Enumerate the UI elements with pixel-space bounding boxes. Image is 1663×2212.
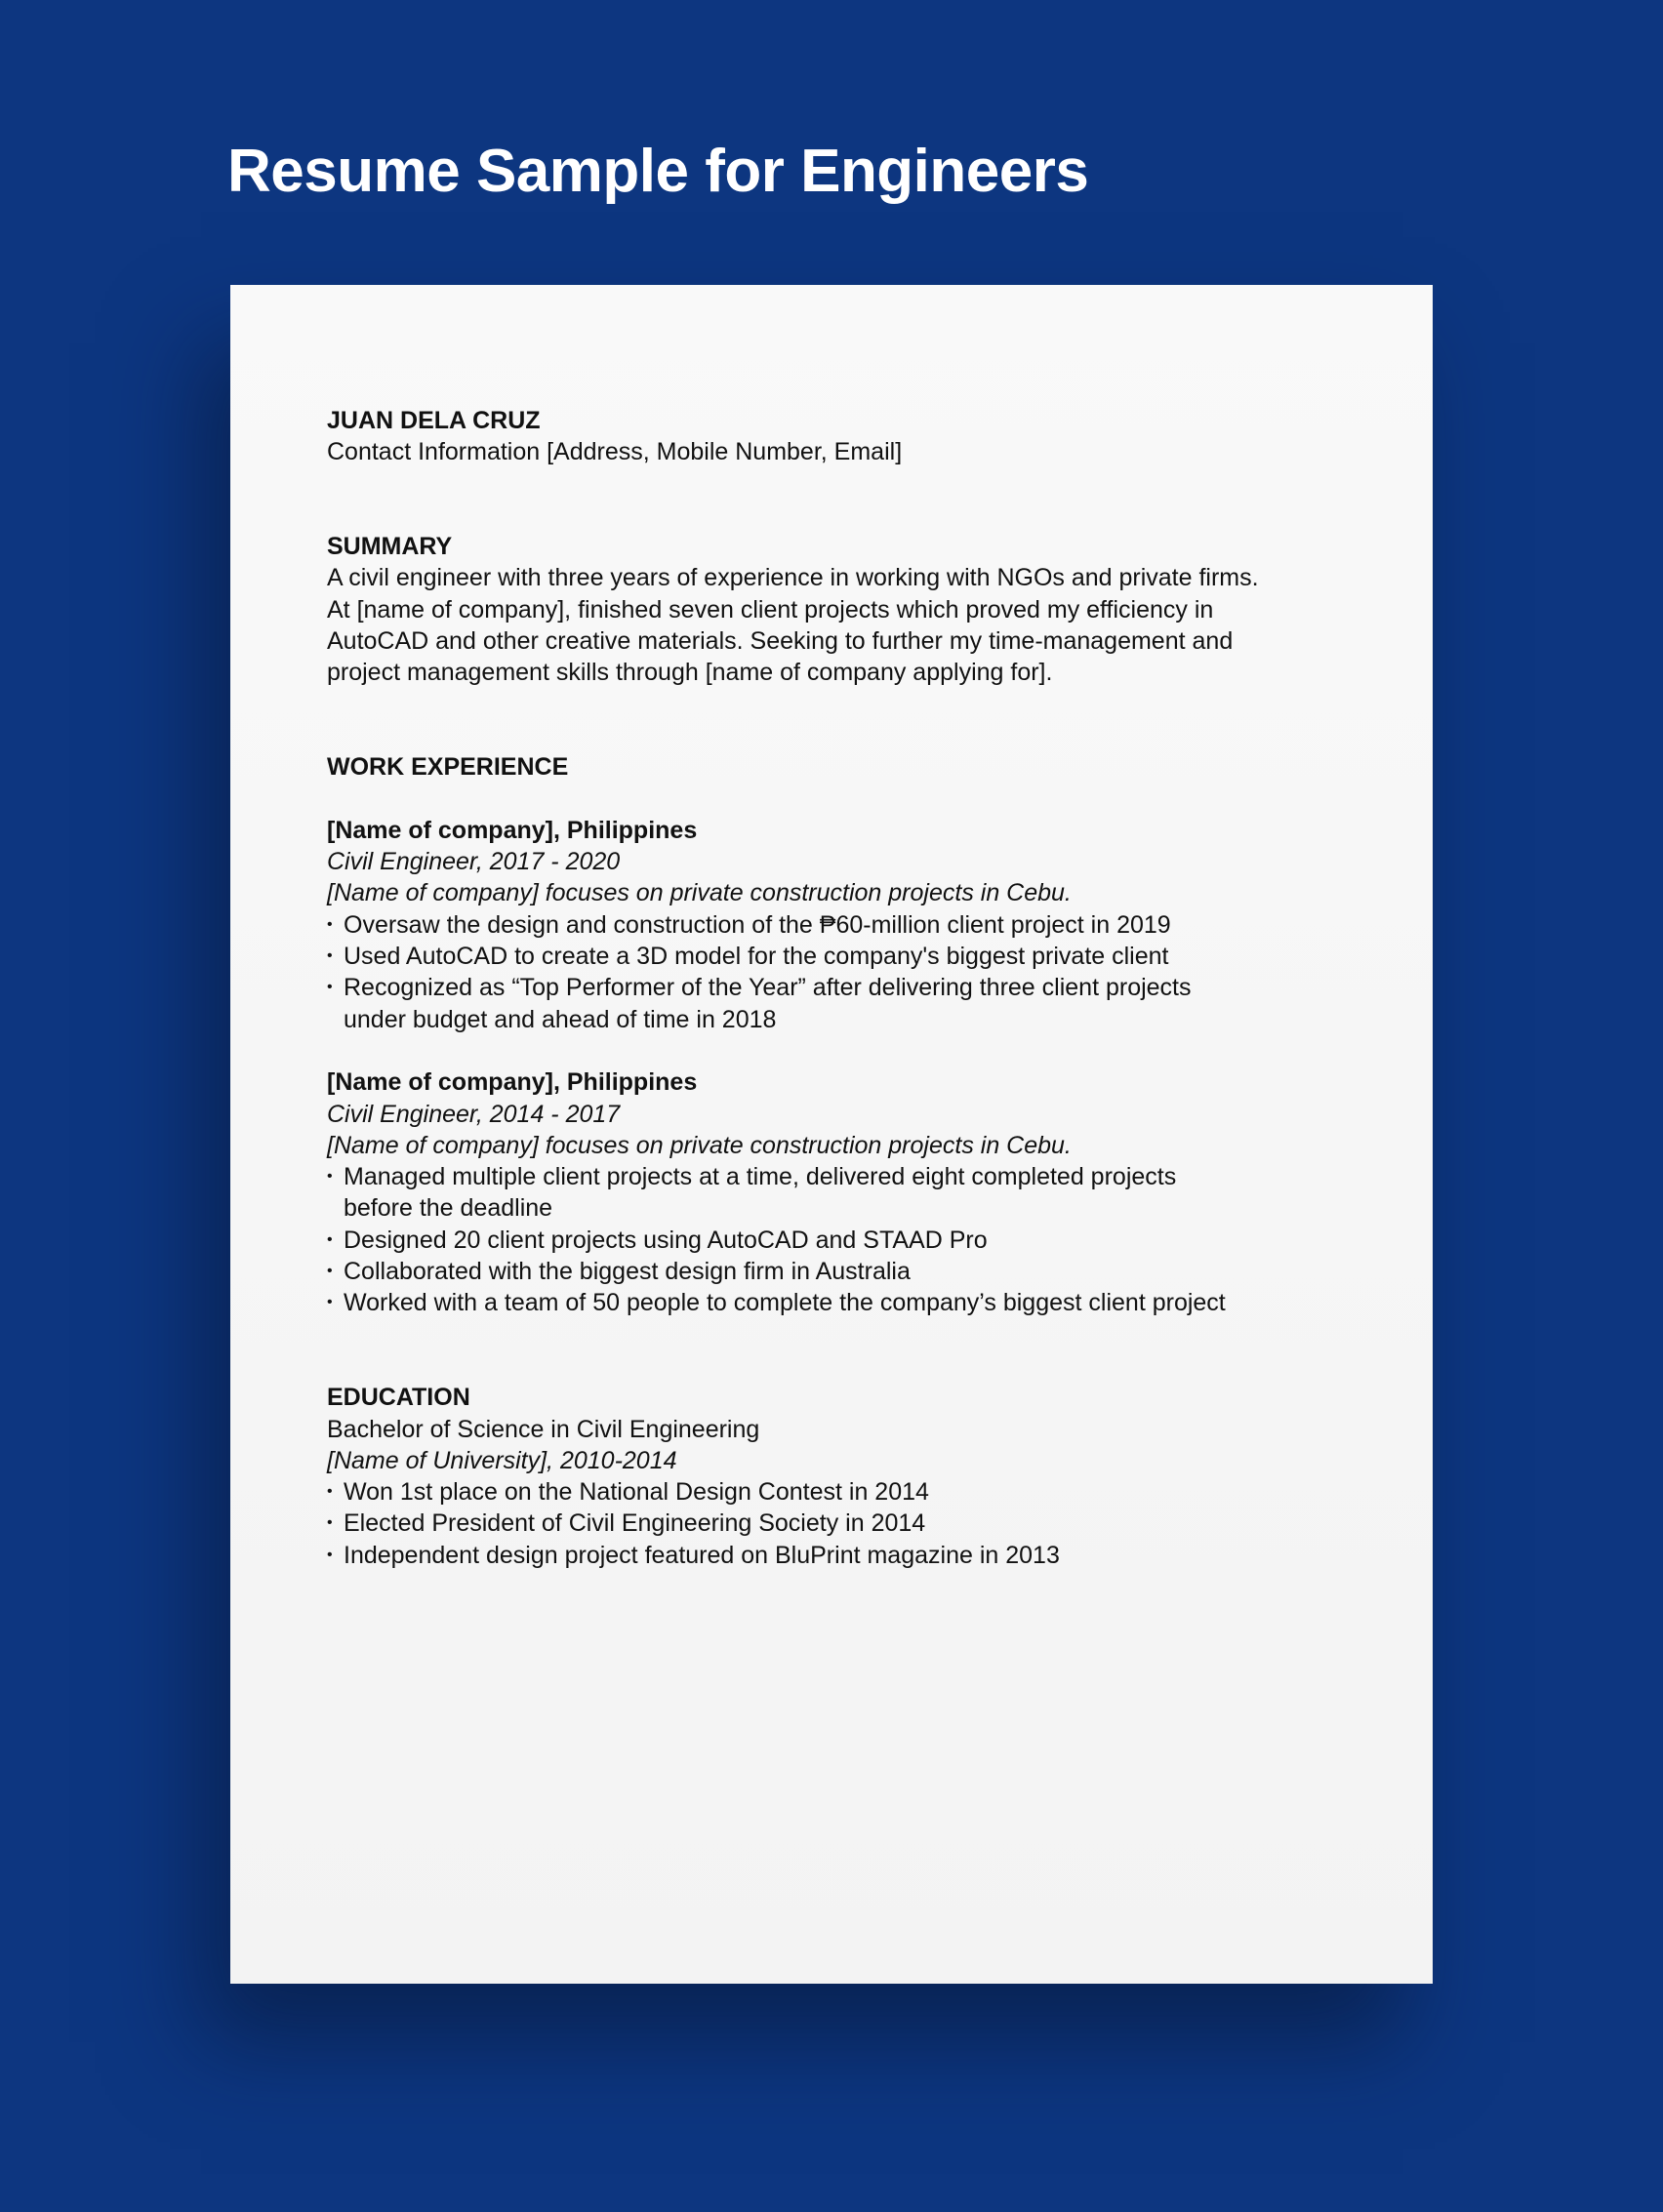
job-entry — [327, 1066, 1259, 1318]
summary-line: At [name of company], finished seven client projects which proved my efficiency in — [327, 595, 1214, 623]
job-bullet-continuation: before the deadline — [344, 1194, 553, 1223]
education-bullet: • Won 1st place on the National Design Contest in 2014 — [327, 1476, 1259, 1508]
education-bullet: • Independent design project featured on BluPrint magazine in 2013 — [327, 1540, 1259, 1571]
job-description: [Name of company] focuses on private construction projects in Cebu. — [327, 1131, 1072, 1159]
work-experience-heading: WORK EXPERIENCE — [327, 753, 569, 782]
resume-document — [230, 285, 1433, 1984]
job-bullet: • Worked with a team of 50 people to complete the company’s biggest client project — [327, 1287, 1259, 1318]
job-bullet: • Oversaw the design and construction of the ₱60-million client project in 2019 — [327, 909, 1259, 941]
education-degree: Bachelor of Science in Civil Engineering — [327, 1415, 760, 1443]
contact-info: Contact Information [Address, Mobile Number, Email] — [327, 438, 903, 466]
summary-line: A civil engineer with three years of experience in working with NGOs and private firms. — [327, 564, 1259, 592]
job-bullet: • Designed 20 client projects using AutoCAD and STAAD Pro — [327, 1225, 1259, 1256]
summary-line: AutoCAD and other creative materials. Seeking to further my time-management and — [327, 627, 1234, 656]
job-bullet: • Collaborated with the biggest design firm in Australia — [327, 1256, 1259, 1287]
page-title: Resume Sample for Engineers — [227, 138, 1089, 205]
summary-heading: SUMMARY — [327, 533, 453, 561]
job-role: Civil Engineer, 2017 - 2020 — [327, 848, 621, 876]
job-entry — [327, 815, 1259, 1035]
education-heading: EDUCATION — [327, 1384, 470, 1412]
job-bullet-continuation: under budget and ahead of time in 2018 — [344, 1005, 777, 1033]
job-bullet: • Recognized as “Top Performer of the Year” after delivering three client projects — [327, 972, 1259, 1003]
job-bullet: • Used AutoCAD to create a 3D model for the company's biggest private client — [327, 941, 1259, 972]
job-company: [Name of company], Philippines — [327, 1068, 698, 1097]
resume-content — [327, 405, 1259, 1571]
resume-name: JUAN DELA CRUZ — [327, 407, 541, 434]
job-company: [Name of company], Philippines — [327, 816, 698, 844]
job-bullet: • Managed multiple client projects at a time, delivered eight completed projects — [327, 1161, 1259, 1192]
education-bullet: • Elected President of Civil Engineering Society in 2014 — [327, 1508, 1259, 1539]
job-role: Civil Engineer, 2014 - 2017 — [327, 1100, 621, 1128]
education-school: [Name of University], 2010-2014 — [327, 1446, 677, 1474]
job-description: [Name of company] focuses on private construction projects in Cebu. — [327, 879, 1072, 907]
summary-line: project management skills through [name of company applying for]. — [327, 659, 1053, 687]
